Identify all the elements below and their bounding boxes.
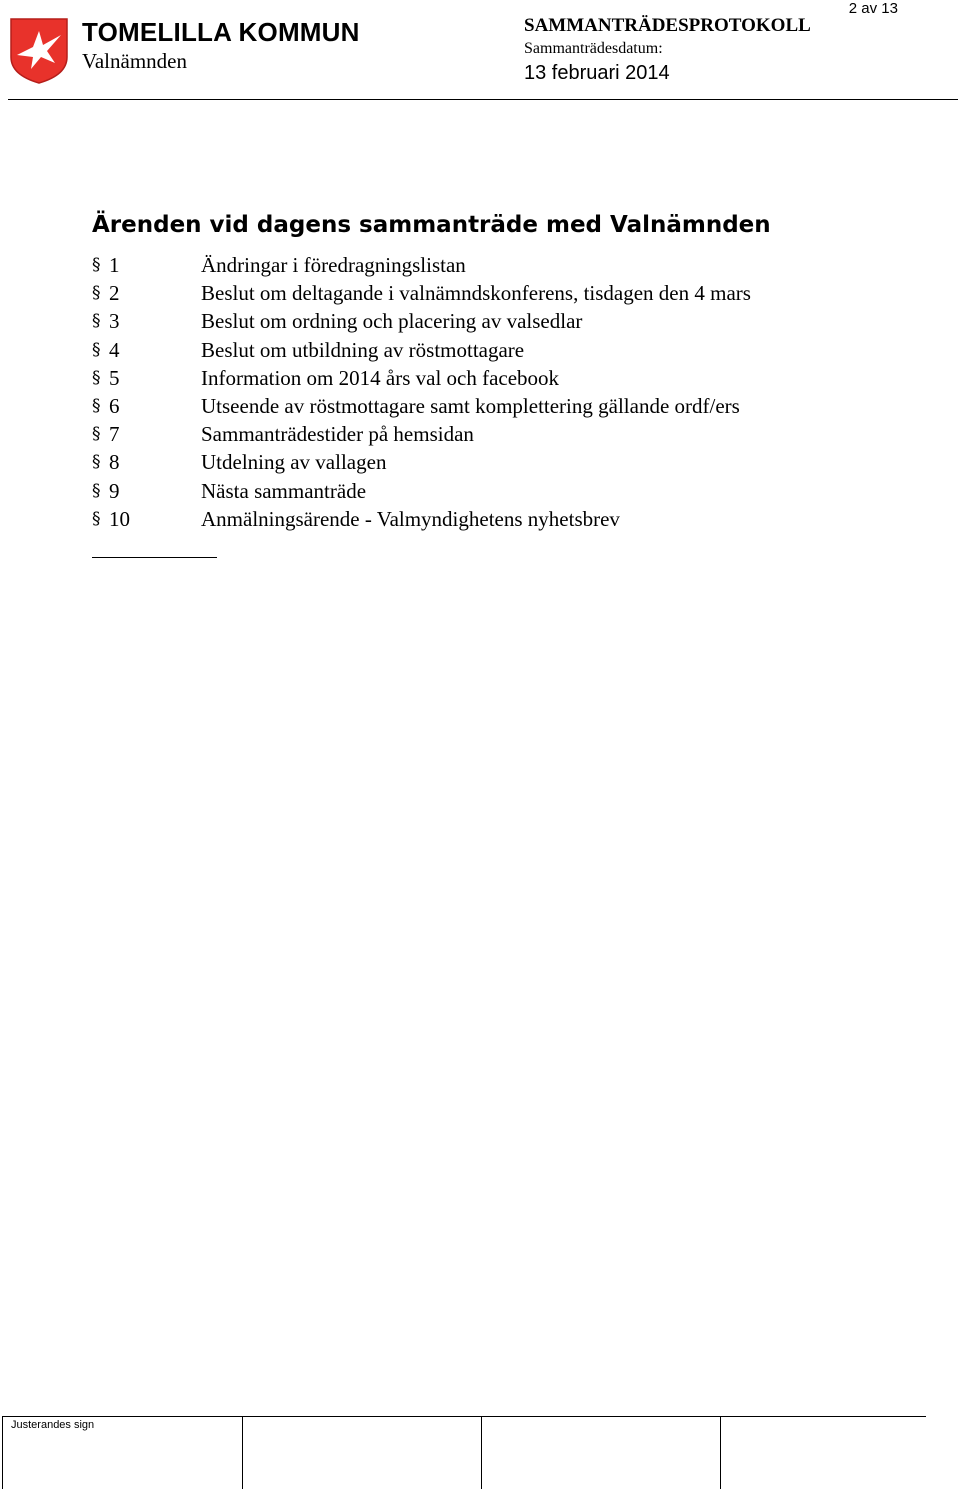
paragraph-symbol: § — [92, 480, 101, 501]
agenda-item-title: Beslut om utbildning av röstmottagare — [201, 337, 525, 362]
agenda-item-title: Utseende av röstmottagare samt komplettering gällande ordf/ers — [201, 393, 740, 418]
agenda-item-title: Utdelning av vallagen — [201, 450, 387, 475]
paragraph-symbol: § — [92, 311, 101, 332]
paragraph-symbol: § — [92, 452, 101, 473]
paragraph-symbol: § — [92, 367, 101, 388]
agenda-item-title: Ändringar i föredragningslistan — [201, 253, 466, 277]
page-number: 2 av 13 — [848, 0, 898, 17]
signature-table — [2, 1416, 926, 1489]
signature-cell — [720, 1417, 927, 1489]
section-heading: Ärenden vid dagens sammanträde med Valnämnden — [92, 212, 771, 238]
meeting-date-label: Sammanträdesdatum: — [524, 40, 663, 57]
list-end-divider — [92, 557, 217, 558]
paragraph-symbol: § — [92, 508, 101, 529]
organization-name: TOMELILLA KOMMUN — [82, 17, 360, 47]
agenda-item-title: Beslut om deltagande i valnämndskonferens, tisdagen den 4 mars — [201, 281, 751, 306]
header-divider — [8, 99, 958, 100]
agenda-item-number: 1 — [109, 253, 120, 277]
paragraph-symbol: § — [92, 339, 101, 360]
agenda-item-title: Sammanträdestider på hemsidan — [201, 422, 474, 447]
signature-cell — [481, 1417, 721, 1489]
agenda-item-number: 8 — [109, 450, 120, 475]
agenda-item-number: 4 — [109, 337, 120, 362]
agenda-item-title: Anmälningsärende - Valmyndighetens nyhetsbrev — [201, 506, 620, 531]
signature-cell — [2, 1417, 243, 1489]
coat-of-arms-icon — [9, 17, 69, 85]
agenda-item-number: 5 — [109, 365, 120, 390]
paragraph-symbol: § — [92, 255, 101, 275]
agenda-item-title: Nästa sammanträde — [201, 478, 367, 503]
agenda-item-number: 6 — [109, 393, 120, 418]
document-type: SAMMANTRÄDESPROTOKOLL — [524, 15, 811, 36]
paragraph-symbol: § — [92, 424, 101, 445]
agenda-item-number: 10 — [109, 506, 130, 531]
committee-name: Valnämnden — [82, 49, 187, 73]
agenda-item-number: 9 — [109, 478, 120, 503]
agenda-item-title: Beslut om ordning och placering av valsedlar — [201, 309, 583, 334]
agenda-item-number: 2 — [109, 281, 120, 306]
paragraph-symbol: § — [92, 395, 101, 416]
paragraph-symbol: § — [92, 283, 101, 304]
agenda-item-title: Information om 2014 års val och facebook — [201, 365, 560, 390]
meeting-date: 13 februari 2014 — [524, 62, 670, 84]
agenda-item-number: 3 — [109, 309, 120, 334]
signature-cell — [242, 1417, 482, 1489]
agenda-item-number: 7 — [109, 422, 120, 447]
signature-label: Justerandes sign — [11, 1419, 95, 1431]
